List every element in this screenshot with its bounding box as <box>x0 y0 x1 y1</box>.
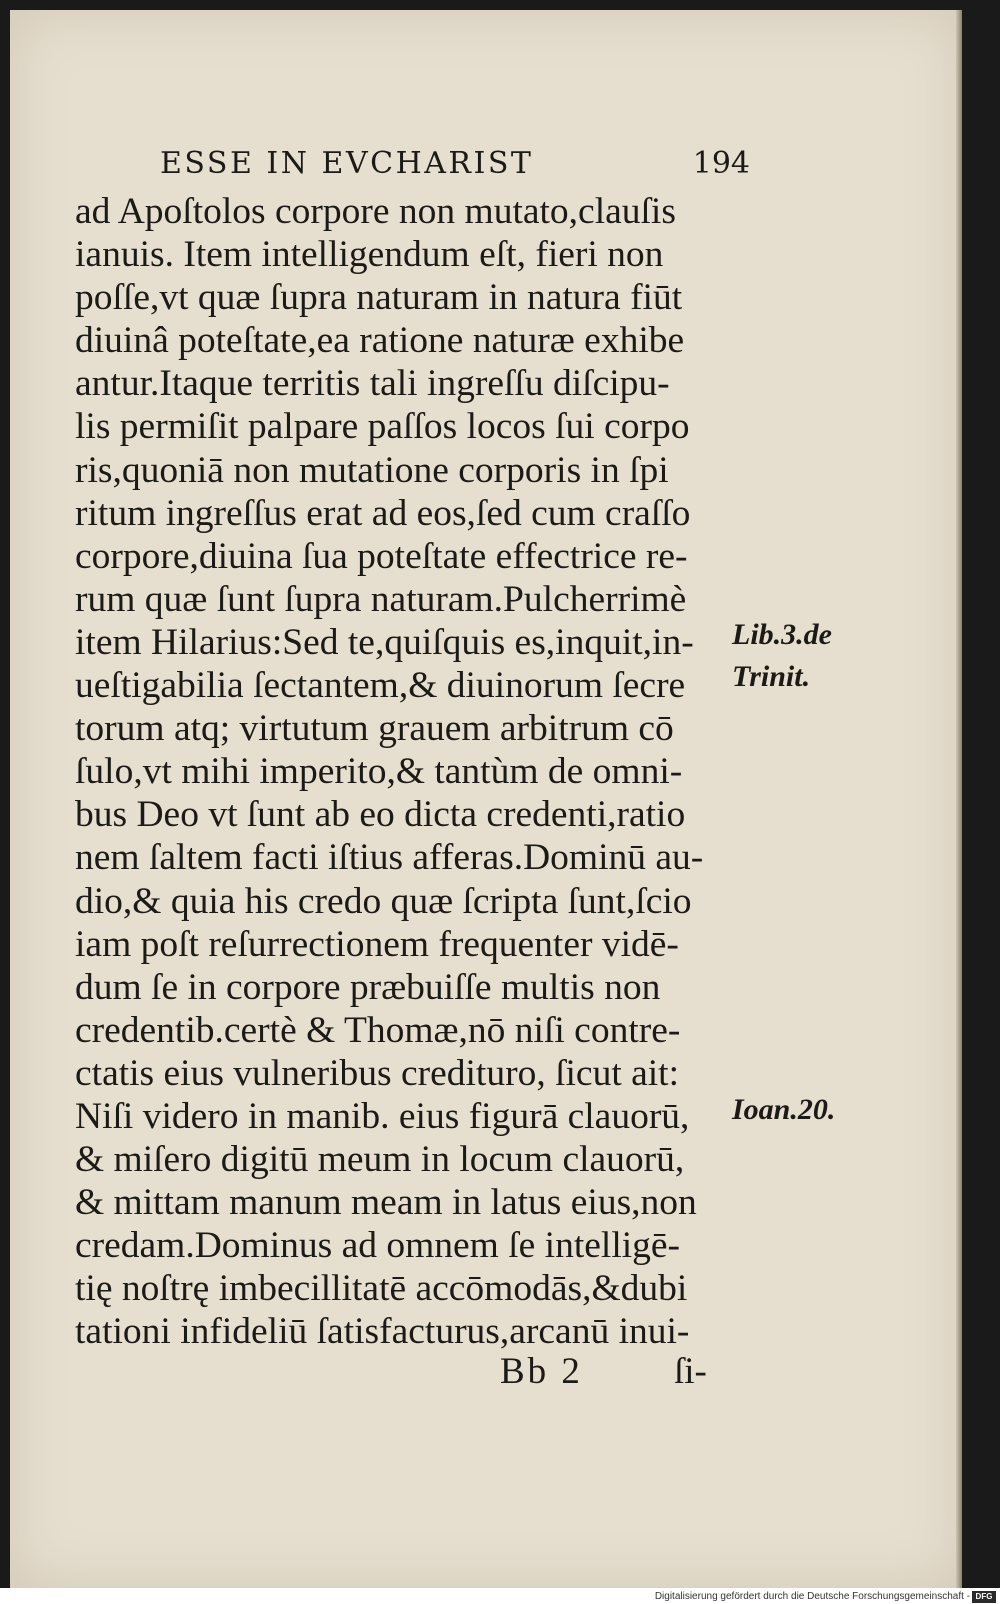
text-line: ctatis eius vulneribus crediturо, ſicut ait: <box>75 1052 680 1094</box>
text-line: poſſe,vt quæ ſupra naturam in natura fiūt <box>75 277 683 319</box>
catchword: ſi- <box>674 1351 707 1392</box>
text-line: antur.Itaque territis tali ingreſſu diſcipu- <box>75 363 670 405</box>
page-edge-shadow <box>956 10 962 1588</box>
text-line: iam poſt reſurrectionem frequenter vidē- <box>75 923 679 965</box>
text-line: & mittam manum meam in latus eius,non <box>75 1182 697 1224</box>
text-line: Niſi videro in manib. eius figurā clauorū, <box>75 1095 690 1137</box>
book-page <box>10 10 962 1588</box>
text-line: lis permiſit palpare paſſos locos ſui corpo <box>75 406 690 448</box>
text-line: ris,quoniā non mutatione corporis in ſpi <box>75 449 669 491</box>
digitization-credit: Digitalisierung gefördert durch die Deutsche Forschungsgemeinschaft - <box>654 1591 970 1602</box>
marginal-note: Lib.3.de <box>732 618 832 651</box>
text-line: tię noſtrę imbecillitatē accōmodās,&dubi <box>75 1268 688 1310</box>
text-line: ueſtigabilia ſectantem,& diuinorum ſecre <box>75 665 686 707</box>
body-text <box>75 190 735 1354</box>
text-line: torum atq; virtutum grauem arbitrum cō <box>75 708 674 750</box>
text-line: ſulo,vt mihi imperito,& tantùm de omni- <box>75 751 683 793</box>
text-line: credentib.certè & Thomæ,nō niſi contre- <box>75 1009 681 1051</box>
text-line: nem ſaltem facti iſtius afferas.Dominū au- <box>75 837 704 879</box>
text-line: rum quæ ſunt ſupra naturam.Pulcherrimè <box>75 578 687 620</box>
text-line: dio,& quia his credo quæ ſcripta ſunt,ſcio <box>75 880 692 922</box>
text-line: tationi infideliū ſatisfacturus,arcanū inui- <box>75 1311 690 1353</box>
text-line: item Hilarius:Sed te,quiſquis es,inquit,in- <box>75 621 694 663</box>
text-line: credam.Dominus ad omnem ſe intelligē- <box>75 1225 681 1267</box>
text-line: ritum ingreſſus erat ad eos,ſed cum craſſo <box>75 492 691 534</box>
text-line: dum ſe in corpore præbuiſſe multis non <box>75 966 661 1008</box>
marginal-note: Trinit. <box>732 660 811 693</box>
text-line: corpore,diuina ſua poteſtate effectrice re- <box>75 535 688 577</box>
text-line: bus Deo vt ſunt ab eo dicta credenti,ratio <box>75 794 686 836</box>
text-line: ad Apoſtolos corpore non mutato,clauſis <box>75 191 676 232</box>
text-line: ianuis. Item intelligendum eſt, fieri non <box>75 234 664 276</box>
running-title: ESSE IN EVCHARIST <box>160 146 534 181</box>
running-head <box>160 146 750 190</box>
signature-mark: Bb 2 <box>500 1351 583 1392</box>
text-line: diuinâ poteſtate,ea ratione naturæ exhibe <box>75 320 685 362</box>
marginal-note: Ioan.20. <box>732 1093 836 1126</box>
folio-number: 194 <box>692 146 750 181</box>
text-line: & miſero digitū meum in locum clauorū, <box>75 1139 685 1181</box>
dfg-logo: DFG <box>972 1591 996 1603</box>
